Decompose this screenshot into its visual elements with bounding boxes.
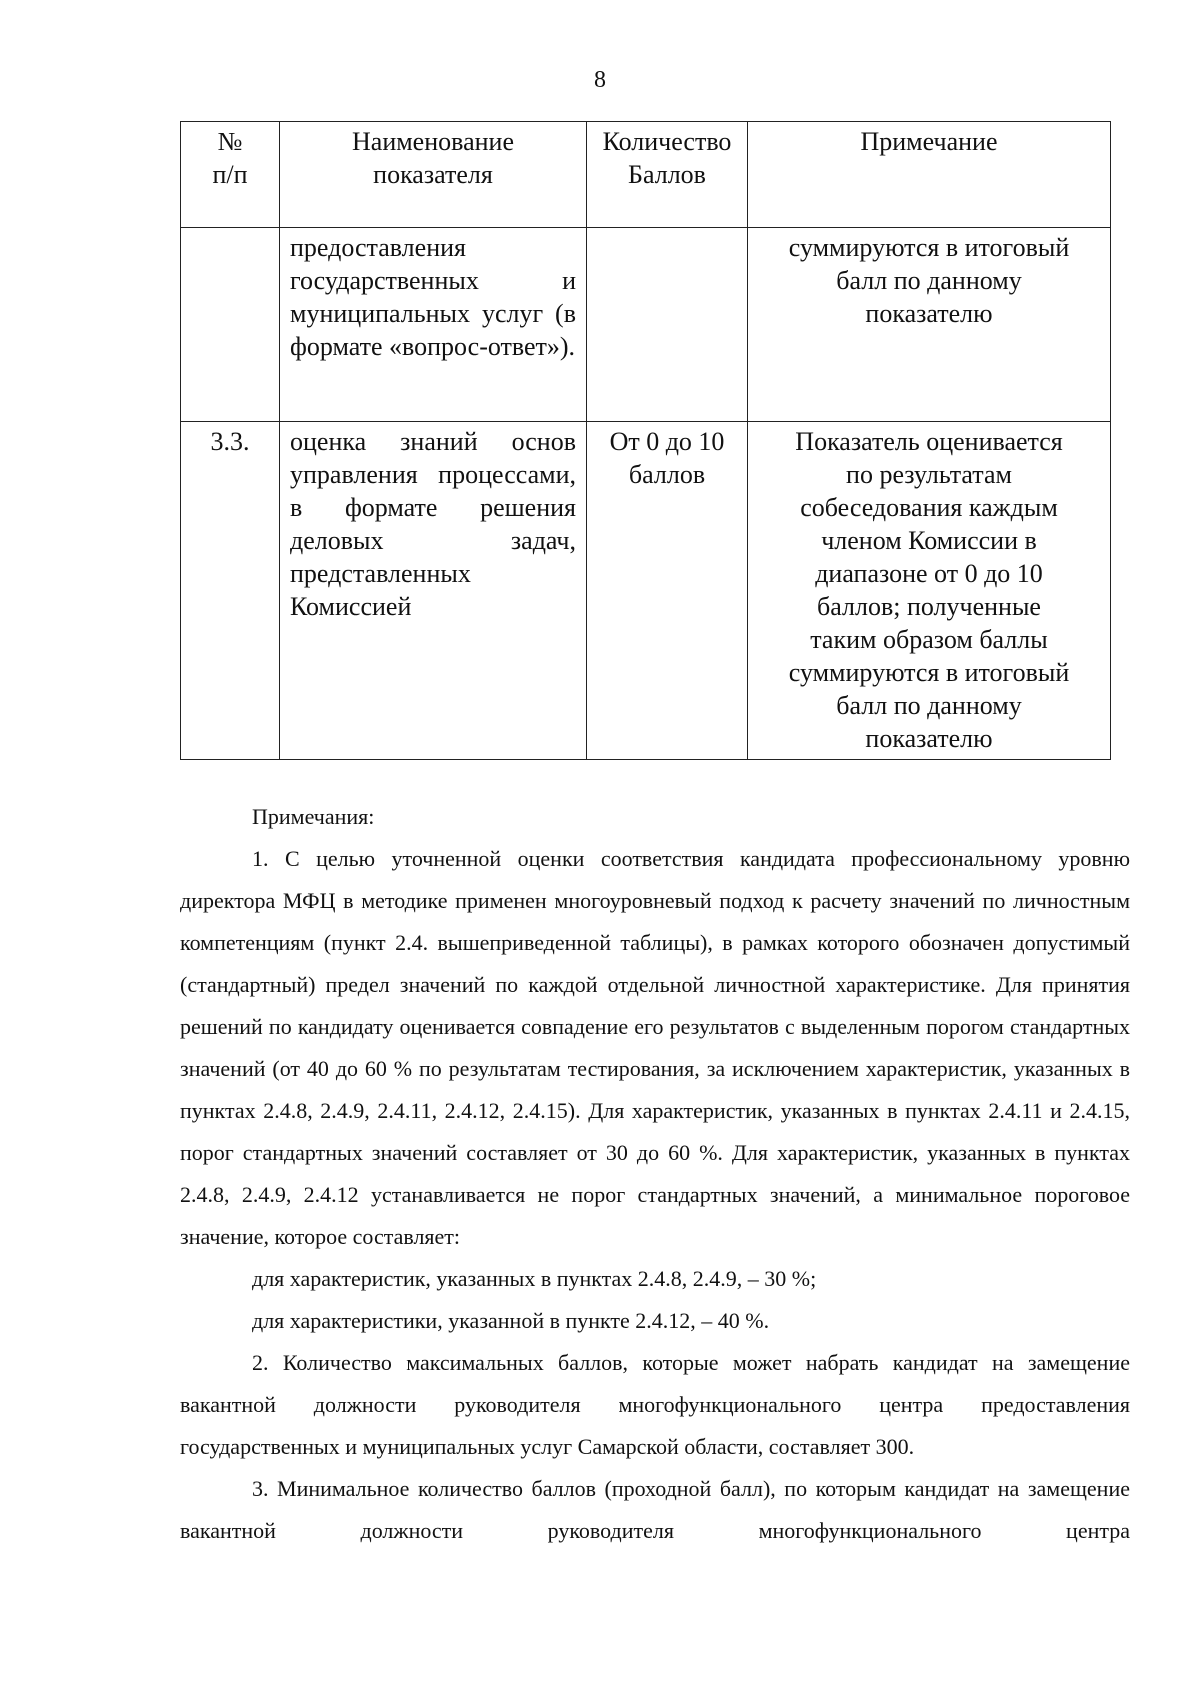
note-line: баллов; полученные bbox=[817, 592, 1041, 621]
table-row bbox=[181, 422, 1111, 760]
header-number-line-1: № bbox=[217, 127, 243, 156]
note-line: показателю bbox=[865, 299, 993, 328]
header-score-line-2: Баллов bbox=[628, 160, 706, 189]
note-list-item: для характеристики, указанной в пункте 2.4.12, – 40 %. bbox=[252, 1308, 770, 1333]
note-paragraph-1: 1. С целью уточненной оценки соответствия кандидата профессиональному уровню директора МФЦ в методике применен многоуровневый подход к расчету значений по личностным компетенциям (пункт 2.4. вышеприведенной таблицы), в рамках которого обозначен допустимый (стандартный) предел значений по каждой отдельной личностной характеристике. Для принятия решений по кандидату оценивается совпадение его результатов с выделенным порогом стандартных значений (от 40 до 60 % по результатам тестирования, за исключением характеристик, указанных в пунктах 2.4.8, 2.4.9, 2.4.11, 2.4.12, 2.4.15). Для характеристик, указанных в пунктах 2.4.11 и 2.4.15, порог стандартных значений составляет от 30 до 60 %. Для характеристик, указанных в пунктах 2.4.8, 2.4.9, 2.4.12 устанавливается не порог стандартных значений, а минимальное пороговое значение, которое составляет: bbox=[180, 846, 1130, 1249]
header-name-line-2: показателя bbox=[373, 160, 493, 189]
note-line: суммируются в итоговый bbox=[788, 233, 1070, 262]
row-number bbox=[181, 228, 280, 422]
table-row bbox=[181, 228, 1111, 422]
note-line: собеседования каждым bbox=[800, 493, 1058, 522]
note-line: по результатам bbox=[846, 460, 1012, 489]
header-note bbox=[748, 122, 1111, 228]
note-paragraph-3: 3. Минимальное количество баллов (проходной балл), по которым кандидат на замещение вакантной должности руководителя многофункционального центра bbox=[180, 1476, 1130, 1543]
note-line: балл по данному bbox=[836, 691, 1022, 720]
row-indicator-name: оценка знаний основ управления процессами, в формате решения деловых задач, представленных Комиссией bbox=[280, 422, 587, 760]
criteria-table bbox=[180, 121, 1111, 760]
row-score bbox=[587, 228, 748, 422]
row-note bbox=[748, 422, 1111, 760]
header-score bbox=[587, 122, 748, 228]
score-line: От 0 до 10 bbox=[609, 427, 725, 456]
score-line: баллов bbox=[628, 460, 706, 489]
page-number: 8 bbox=[594, 67, 606, 93]
note-line: балл по данному bbox=[836, 266, 1022, 295]
header-number bbox=[181, 122, 280, 228]
row-number: 3.3. bbox=[181, 422, 280, 760]
header-note-line-1: Примечание bbox=[860, 127, 998, 156]
note-line: диапазоне от 0 до 10 bbox=[815, 559, 1043, 588]
row-score bbox=[587, 422, 748, 760]
header-score-line-1: Количество bbox=[602, 127, 732, 156]
notes-title: Примечания: bbox=[252, 804, 375, 829]
table-header-row bbox=[181, 122, 1111, 228]
notes-section bbox=[180, 796, 1130, 1552]
header-number-line-2: п/п bbox=[212, 160, 248, 189]
note-list-item: для характеристик, указанных в пунктах 2.4.8, 2.4.9, – 30 %; bbox=[252, 1266, 817, 1291]
row-note bbox=[748, 228, 1111, 422]
note-line: членом Комиссии в bbox=[821, 526, 1037, 555]
note-paragraph-2: 2. Количество максимальных баллов, которые может набрать кандидат на замещение вакантной должности руководителя многофункционального центра предоставления государственных и муниципальных услуг Самарской области, составляет 300. bbox=[180, 1350, 1130, 1459]
header-indicator-name bbox=[280, 122, 587, 228]
header-name-line-1: Наименование bbox=[352, 127, 514, 156]
note-line: суммируются в итоговый bbox=[788, 658, 1070, 687]
note-line: Показатель оценивается bbox=[795, 427, 1063, 456]
row-indicator-name: предоставления государственных и муниципальных услуг (в формате «вопрос-ответ»). bbox=[280, 228, 587, 422]
note-line: таким образом баллы bbox=[810, 625, 1048, 654]
note-line: показателю bbox=[865, 724, 993, 753]
